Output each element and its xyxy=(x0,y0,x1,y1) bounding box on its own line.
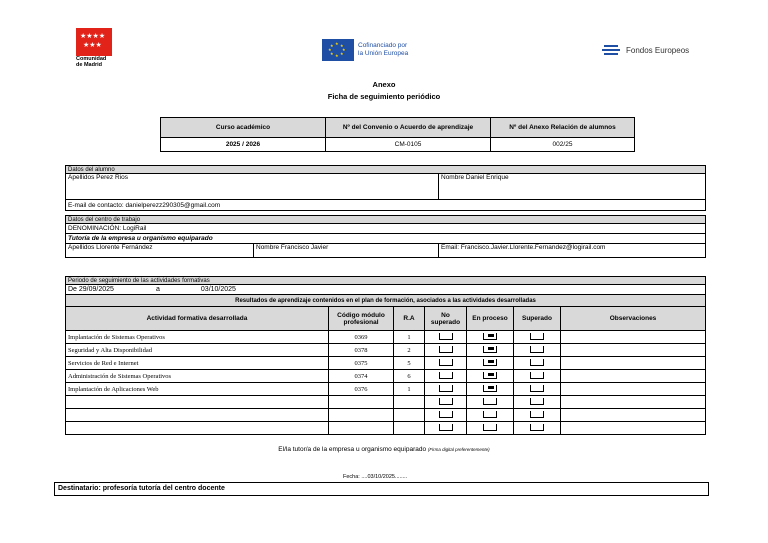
activity-ra xyxy=(394,409,425,422)
activity-observaciones xyxy=(561,383,706,396)
activity-ra: 5 xyxy=(394,357,425,370)
eu-cofinanciado-logo xyxy=(322,39,408,61)
header-curso: Curso académico xyxy=(161,118,326,138)
activity-observaciones xyxy=(561,331,706,344)
cell-no-superado xyxy=(425,383,467,396)
activity-ra: 6 xyxy=(394,370,425,383)
firma-line xyxy=(0,446,768,453)
activity-ra: 1 xyxy=(394,331,425,344)
cell-superado xyxy=(514,344,561,357)
resultados-header: Resultados de aprendizaje contenidos en el plan de formación, asociados a las actividades desarrolladas xyxy=(66,295,706,307)
en-proceso-checkbox[interactable] xyxy=(483,346,497,353)
activity-codigo: 0376 xyxy=(329,383,394,396)
activity-codigo: 0374 xyxy=(329,370,394,383)
en-proceso-checkbox[interactable] xyxy=(483,333,497,340)
superado-checkbox[interactable] xyxy=(530,424,544,431)
eu-text-line1: Cofinanciado por xyxy=(358,42,408,49)
en-proceso-checkbox[interactable] xyxy=(483,385,497,392)
cell-no-superado xyxy=(425,396,467,409)
top-info-table xyxy=(160,117,635,152)
cell-no-superado xyxy=(425,344,467,357)
col-no-superado: No superado xyxy=(425,307,467,331)
cell-no-superado xyxy=(425,422,467,435)
col-observaciones: Observaciones xyxy=(561,307,706,331)
cell-no-superado xyxy=(425,409,467,422)
activity-row xyxy=(66,383,706,396)
periodo-hasta: 03/10/2025 xyxy=(200,286,236,293)
col-actividad: Actividad formativa desarrollada xyxy=(66,307,329,331)
fondos-europeos-icon xyxy=(600,42,622,58)
header-anexo: Nº del Anexo Relación de alumnos xyxy=(491,118,635,138)
activity-ra xyxy=(394,422,425,435)
fondos-europeos-logo xyxy=(600,42,689,58)
value-anexo: 002/25 xyxy=(491,138,635,152)
alumno-table xyxy=(65,165,706,211)
cell-no-superado xyxy=(425,370,467,383)
centro-tutoria-label: Tutoría de la empresa u organismo equiparado xyxy=(66,234,706,244)
activity-name xyxy=(66,409,329,422)
centro-denominacion: DENOMINACIÓN: LogiRail xyxy=(66,224,706,234)
activity-name: Seguridad y Alta Disponibilidad xyxy=(66,344,329,357)
activity-observaciones xyxy=(561,396,706,409)
document-title: Ficha de seguimiento periódico xyxy=(327,92,441,101)
cell-superado xyxy=(514,383,561,396)
alumno-email: E-mail de contacto: danielperezz290305@gmail.com xyxy=(66,200,706,211)
tutor-email: Email: Francisco.Javier.Llorente.Fernandez@logirail.com xyxy=(439,244,706,258)
cell-en-proceso xyxy=(467,357,514,370)
activity-row xyxy=(66,344,706,357)
cell-en-proceso xyxy=(467,383,514,396)
no-superado-checkbox[interactable] xyxy=(439,411,453,418)
superado-checkbox[interactable] xyxy=(530,346,544,353)
cell-superado xyxy=(514,396,561,409)
section-datos-centro: Datos del centro de trabajo xyxy=(66,216,706,224)
cell-superado xyxy=(514,422,561,435)
section-periodo: Periodo de seguimiento de las actividades formativas xyxy=(66,277,706,285)
col-codigo: Código módulo profesional xyxy=(329,307,394,331)
activity-name: Implantación de Aplicaciones Web xyxy=(66,383,329,396)
activity-name: Implantación de Sistemas Operativos xyxy=(66,331,329,344)
activity-row xyxy=(66,370,706,383)
periodo-table xyxy=(65,276,706,435)
comunidad-madrid-logo xyxy=(76,28,114,68)
cell-en-proceso xyxy=(467,396,514,409)
periodo-a: a xyxy=(155,286,160,293)
col-en-proceso: En proceso xyxy=(467,307,514,331)
activity-observaciones xyxy=(561,409,706,422)
activity-row xyxy=(66,357,706,370)
activity-ra: 1 xyxy=(394,383,425,396)
madrid-flag-icon: ★★★★ ★★★ xyxy=(76,28,112,56)
cell-superado xyxy=(514,370,561,383)
activity-codigo: 0375 xyxy=(329,357,394,370)
cell-no-superado xyxy=(425,357,467,370)
en-proceso-checkbox[interactable] xyxy=(483,411,497,418)
centro-table xyxy=(65,215,706,258)
firma-note: (Firma digital preferentemente) xyxy=(427,447,490,452)
no-superado-checkbox[interactable] xyxy=(439,424,453,431)
activity-row xyxy=(66,409,706,422)
activity-codigo xyxy=(329,422,394,435)
no-superado-checkbox[interactable] xyxy=(439,333,453,340)
superado-checkbox[interactable] xyxy=(530,333,544,340)
cell-superado xyxy=(514,357,561,370)
cell-superado xyxy=(514,331,561,344)
no-superado-checkbox[interactable] xyxy=(439,346,453,353)
activity-rows xyxy=(66,331,706,435)
en-proceso-checkbox[interactable] xyxy=(483,398,497,405)
periodo-desde: De 29/09/2025 xyxy=(68,286,114,293)
eu-flag-icon: ★ ★ ★ ★ ★ ★ ★ ★ xyxy=(322,39,354,61)
activity-name: Servicios de Red e Internet xyxy=(66,357,329,370)
col-ra: R.A xyxy=(394,307,425,331)
no-superado-checkbox[interactable] xyxy=(439,372,453,379)
activity-ra xyxy=(394,396,425,409)
section-datos-alumno: Datos del alumno xyxy=(66,166,706,174)
activity-codigo xyxy=(329,396,394,409)
header-convenio: Nº del Convenio o Acuerdo de aprendizaje xyxy=(326,118,491,138)
cell-no-superado xyxy=(425,331,467,344)
activity-row xyxy=(66,396,706,409)
activity-codigo: 0369 xyxy=(329,331,394,344)
fecha-field: Fecha: ....03/10/2025........ xyxy=(343,474,408,480)
activity-ra: 2 xyxy=(394,344,425,357)
en-proceso-checkbox[interactable] xyxy=(483,424,497,431)
no-superado-checkbox[interactable] xyxy=(439,398,453,405)
firma-text: El/la tutor/a de la empresa u organismo equiparado xyxy=(278,446,427,453)
activity-codigo: 0378 xyxy=(329,344,394,357)
activity-name xyxy=(66,396,329,409)
activity-codigo xyxy=(329,409,394,422)
value-curso: 2025 / 2026 xyxy=(161,138,326,152)
cm-logo-text: Comunidad de Madrid xyxy=(76,56,107,68)
superado-checkbox[interactable] xyxy=(530,398,544,405)
superado-checkbox[interactable] xyxy=(530,372,544,379)
tutor-nombre: Nombre Francisco Javier xyxy=(254,244,439,258)
cell-en-proceso xyxy=(467,370,514,383)
col-superado: Superado xyxy=(514,307,561,331)
eu-text-line2: la Unión Europea xyxy=(358,50,409,57)
en-proceso-checkbox[interactable] xyxy=(483,359,497,366)
no-superado-checkbox[interactable] xyxy=(439,359,453,366)
superado-checkbox[interactable] xyxy=(530,385,544,392)
alumno-nombre: Nombre Daniel Enrique xyxy=(439,174,706,186)
activity-name xyxy=(66,422,329,435)
en-proceso-checkbox[interactable] xyxy=(483,372,497,379)
cell-en-proceso xyxy=(467,344,514,357)
activity-observaciones xyxy=(561,422,706,435)
value-convenio: CM-0105 xyxy=(326,138,491,152)
document-title-anexo: Anexo xyxy=(372,80,396,89)
activity-name: Administración de Sistemas Operativos xyxy=(66,370,329,383)
activity-observaciones xyxy=(561,344,706,357)
cell-en-proceso xyxy=(467,331,514,344)
cell-en-proceso xyxy=(467,409,514,422)
activity-observaciones xyxy=(561,357,706,370)
destinatario-box: Destinatario: profesoría tutoría del centro docente xyxy=(54,482,709,496)
cell-superado xyxy=(514,409,561,422)
activity-observaciones xyxy=(561,370,706,383)
activity-row xyxy=(66,331,706,344)
superado-checkbox[interactable] xyxy=(530,411,544,418)
tutor-apellidos: Apellidos Llorente Fernández xyxy=(66,244,254,258)
no-superado-checkbox[interactable] xyxy=(439,385,453,392)
alumno-apellidos: Apellidos Perez Rios xyxy=(66,174,439,186)
fondos-europeos-text: Fondos Europeos xyxy=(626,45,690,55)
activity-row xyxy=(66,422,706,435)
cell-en-proceso xyxy=(467,422,514,435)
superado-checkbox[interactable] xyxy=(530,359,544,366)
